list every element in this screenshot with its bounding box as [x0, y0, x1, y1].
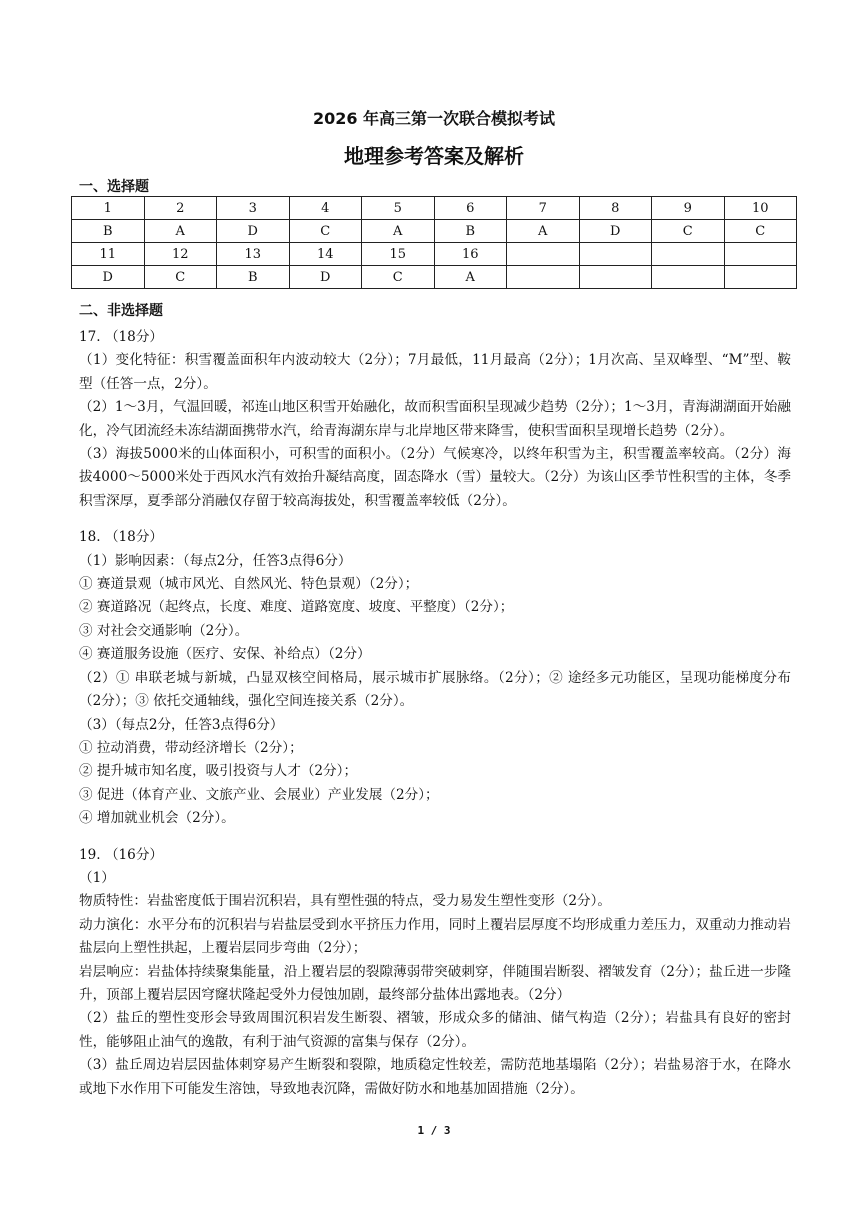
paragraph: （3）海拔5000米的山体面积小，可积雪的面积小。（2分）气候寒冷，以终年积雪为主，积雪覆盖率较高。（2分）海拔4000～5000米处于西风水汽有效抬升凝结高度，固态降水（雪）量较大。（2分）为该山区季节性积雪的主体，冬季积雪深厚，夏季部分消融仅存留于较高海拔处，积雪覆盖率较低（2分）。: [79, 446, 791, 509]
table-cell: 12: [144, 243, 217, 266]
section-heading-choice: 一、选择题: [79, 179, 149, 195]
table-cell: C: [724, 220, 797, 243]
paragraph: 物质特性：岩盐密度低于围岩沉积岩，具有塑性强的特点，受力易发生塑性变形（2分）。: [79, 893, 612, 910]
question-17: [79, 326, 791, 513]
table-cell: 10: [724, 197, 797, 220]
table-cell: B: [72, 220, 145, 243]
page-number: 1 / 3: [417, 1124, 451, 1137]
paragraph: （1）影响因素：（每点2分，任答3点得6分）: [79, 552, 352, 569]
table-cell: [579, 243, 652, 266]
paragraph: ③ 促进（体育产业、文旅产业、会展业）产业发展（2分）；: [79, 786, 439, 803]
table-cell: A: [507, 220, 580, 243]
table-cell: C: [144, 266, 217, 289]
table-cell: [507, 266, 580, 289]
table-cell: B: [217, 266, 290, 289]
answer-body: [79, 326, 791, 1101]
table-cell: [579, 266, 652, 289]
paragraph: 17. （18分）: [79, 329, 164, 345]
table-cell: D: [217, 220, 290, 243]
table-cell: 15: [362, 243, 435, 266]
table-cell: 7: [507, 197, 580, 220]
table-cell: 6: [434, 197, 507, 220]
paragraph: （3）（每点2分，任答3点得6分）: [79, 716, 284, 733]
paragraph: （2）① 串联老城与新城，凸显双核空间格局，展示城市扩展脉络。（2分）；② 途经多元功能区，呈现功能梯度分布（2分）；③ 依托交通轴线，强化空间连接关系（2分）。: [79, 669, 791, 710]
choice-answer-table: [71, 196, 797, 289]
table-cell: D: [72, 266, 145, 289]
paragraph: 动力演化：水平分布的沉积岩与岩盐层受到水平挤压力作用，同时上覆岩层厚度不均形成重力差压力，双重动力推动岩盐层向上塑性拱起，上覆岩层同步弯曲（2分）；: [79, 916, 791, 957]
table-row: [72, 220, 797, 243]
table-cell: 14: [289, 243, 362, 266]
exam-title: 2026 年高三第一次联合模拟考试: [312, 109, 556, 128]
paragraph: （1）变化特征：积雪覆盖面积年内波动较大（2分）；7月最低，11月最高（2分）；1月次高、呈双峰型、“M”型、鞍型（任答一点，2分）。: [79, 352, 791, 392]
paragraph: ④ 赛道服务设施（医疗、安保、补给点）（2分）: [79, 646, 371, 663]
document-title: 地理参考答案及解析: [344, 144, 524, 168]
table-cell: 9: [652, 197, 725, 220]
paragraph: ① 拉动消费，带动经济增长（2分）；: [79, 739, 303, 756]
table-cell: 5: [362, 197, 435, 220]
table-cell: D: [579, 220, 652, 243]
table-cell: C: [289, 220, 362, 243]
paragraph: ② 提升城市知名度，吸引投资与人才（2分）；: [79, 763, 358, 780]
table-cell: D: [289, 266, 362, 289]
table-cell: 3: [217, 197, 290, 220]
table-cell: A: [144, 220, 217, 243]
paragraph: ② 赛道路况（起终点，长度、难度、道路宽度、坡度、平整度）（2分）；: [79, 599, 514, 616]
paragraph: 岩层响应：岩盐体持续聚集能量，沿上覆岩层的裂隙薄弱带突破刺穿，伴随围岩断裂、褶皱发育（2分）；盐丘进一步隆升，顶部上覆岩层因穹窿状隆起受外力侵蚀加剧，最终部分盐体出露地表。（2分）: [79, 963, 791, 1003]
paragraph: ① 赛道景观（城市风光、自然风光、特色景观）（2分）；: [79, 576, 419, 593]
table-row: [72, 197, 797, 220]
table-cell: [724, 243, 797, 266]
paragraph: （1）: [79, 869, 115, 886]
paragraph: （2）盐丘的塑性变形会导致周围沉积岩发生断裂、褶皱，形成众多的储油、储气构造（2分）；岩盐具有良好的密封性，能够阻止油气的逸散，有利于油气资源的富集与保存（2分）。: [79, 1010, 791, 1050]
table-cell: [652, 243, 725, 266]
table-cell: 8: [579, 197, 652, 220]
table-cell: A: [362, 220, 435, 243]
paragraph: ③ 对社会交通影响（2分）。: [79, 622, 249, 639]
table-cell: 4: [289, 197, 362, 220]
table-cell: 11: [72, 243, 145, 266]
table-cell: A: [434, 266, 507, 289]
table-cell: [507, 243, 580, 266]
paragraph: （2）1～3月，气温回暖，祁连山地区积雪开始融化，故而积雪面积呈现减少趋势（2分）；1～3月，青海湖湖面开始融化，冷气团流经未冻结湖面携带水汽，给青海湖东岸与北岸地区带来降雪，使积雪面积呈现增长趋势（2分）。: [79, 399, 791, 439]
table-cell: B: [434, 220, 507, 243]
table-row: [72, 243, 797, 266]
table-cell: 16: [434, 243, 507, 266]
section-heading-nonchoice: 二、非选择题: [79, 303, 163, 319]
paragraph: 18. （18分）: [79, 529, 164, 546]
paragraph: 19. （16分）: [79, 846, 164, 863]
table-cell: 13: [217, 243, 290, 266]
table-cell: C: [652, 220, 725, 243]
question-19: [79, 844, 791, 1101]
table-cell: [652, 266, 725, 289]
table-cell: C: [362, 266, 435, 289]
table-cell: [724, 266, 797, 289]
question-18: [79, 526, 791, 830]
table-cell: 2: [144, 197, 217, 220]
paragraph: ④ 增加就业机会（2分）。: [79, 810, 235, 827]
table-row: [72, 266, 797, 289]
paragraph: （3）盐丘周边岩层因盐体刺穿易产生断裂和裂隙，地质稳定性较差，需防范地基塌陷（2分）；岩盐易溶于水，在降水或地下水作用下可能发生溶蚀，导致地表沉降，需做好防水和地基加固措施（2分）。: [79, 1057, 791, 1097]
table-cell: 1: [72, 197, 145, 220]
